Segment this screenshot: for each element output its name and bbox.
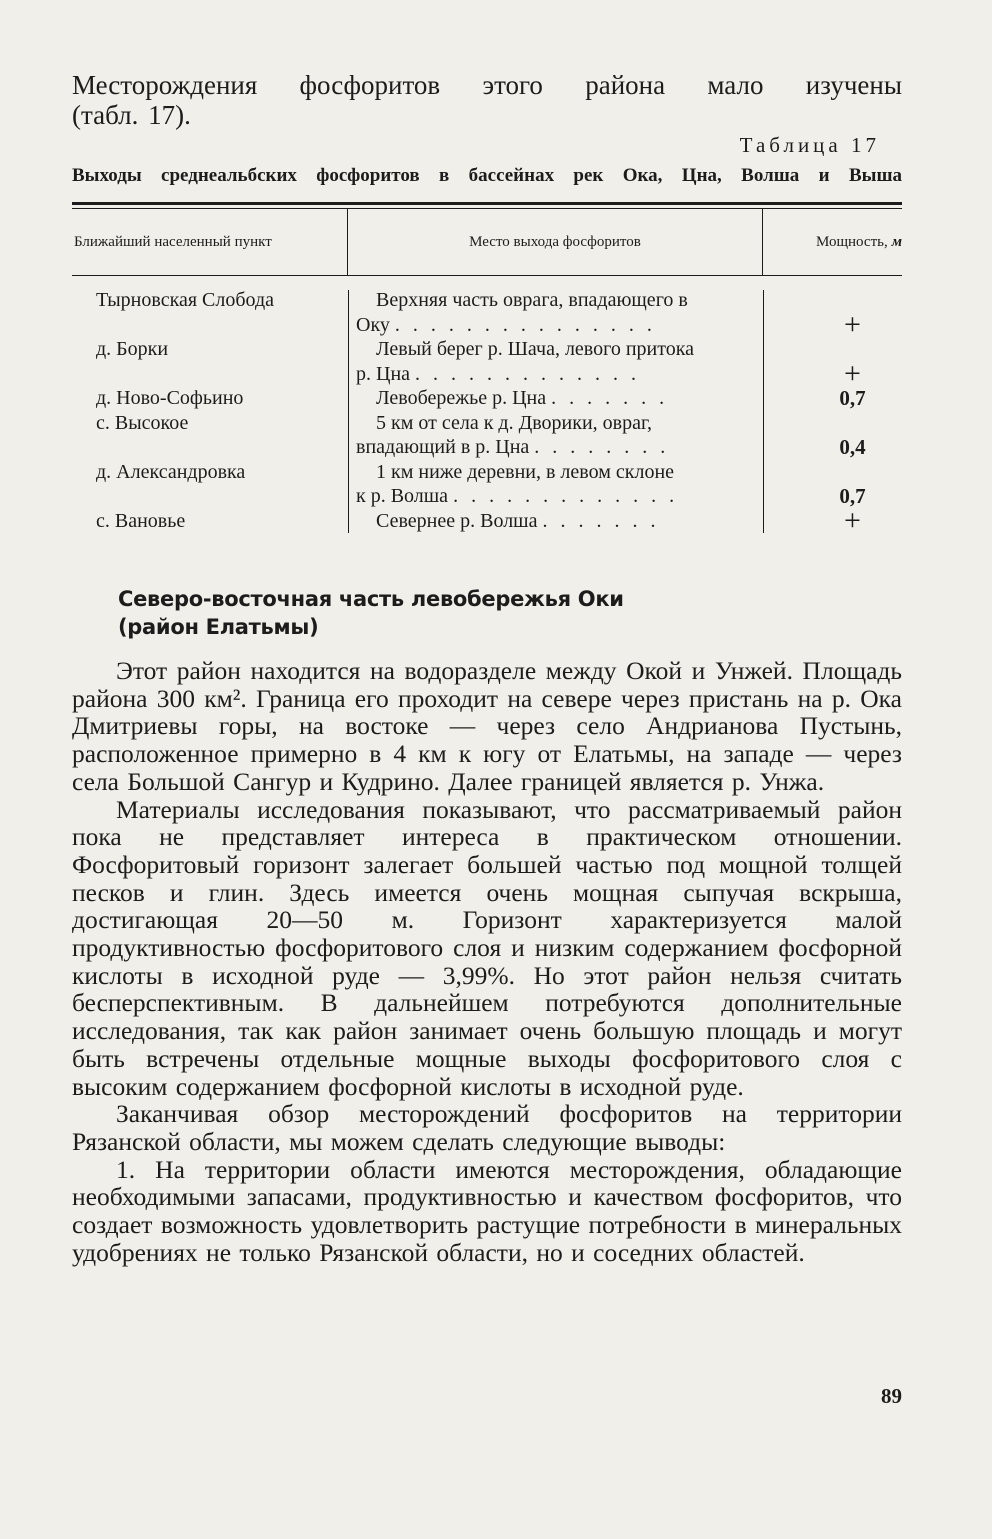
row-thickness: + (844, 307, 861, 341)
row-location-line: Верхняя часть оврага, впадающего в (376, 289, 688, 311)
row-location-line: Севернее р. Волша (376, 509, 538, 532)
header-thickness-unit: м (891, 233, 902, 250)
row-location-line: Оку (356, 313, 390, 336)
intro-line-2: (табл. 17). (72, 100, 191, 130)
paragraph: 1. На территории области имеются месторождения, обладающие необходимыми запасами, продуктивностью и качеством фосфоритов, что создает возможность удовлетворить растущие потребности в минеральных удобрениях не только Рязанской области, но и соседних областей. (72, 1154, 902, 1267)
table-body (72, 276, 902, 537)
table-header (72, 209, 902, 275)
table-number: Таблица 17 (739, 133, 880, 157)
header-location: Место выхода фосфоритов (348, 209, 763, 275)
leader-dots: . . . . . . . . (534, 436, 670, 458)
row-location-line: впадающий в р. Цна (356, 436, 530, 458)
paragraph: Заканчивая обзор месторождений фосфоритов на территории Рязанской области, мы можем сделать следующие выводы: (72, 1099, 902, 1156)
row-location (348, 509, 763, 534)
section-heading-line-1: Северо-восточная часть левобережья Оки (118, 587, 624, 611)
table-row (72, 288, 902, 341)
table-row (72, 337, 902, 390)
paragraph: Этот район находится на водоразделе между Окой и Унжей. Площадь района 300 км². Граница его проходит на севере через пристань на р. Ока Дмитриевы горы, на востоке — через село Андрианова Пустынь, расположенное примерно в 4 км к югу от Елатьмы, на западе — через села Большой Сангур и Кудрино. Далее границей является р. Унжа. (72, 656, 902, 796)
row-location (348, 386, 763, 411)
row-location (348, 411, 763, 460)
leader-dots: . . . . . . . . . . . . . (415, 362, 641, 385)
table-top-rule (72, 202, 902, 205)
row-thickness: + (844, 356, 861, 390)
table-row (72, 460, 902, 509)
intro-line-1: Месторождения фосфоритов этого района мало изучены (72, 70, 902, 100)
row-location-line: Левый берег р. Шача, левого притока (376, 338, 694, 360)
row-location-line: р. Цна (356, 362, 411, 385)
table-row (72, 411, 902, 460)
phosphorite-table (72, 202, 902, 537)
row-location-line: к р. Волша (356, 485, 449, 507)
row-location (348, 288, 763, 337)
row-location (348, 337, 763, 386)
leader-dots: . . . . . . . . . . . . . . . (394, 313, 656, 336)
page-number: 89 (881, 1384, 902, 1408)
header-thickness-label: Мощность, (816, 233, 888, 250)
row-location-line: 5 км от села к д. Дворики, овраг, (376, 411, 652, 434)
body-text (72, 657, 902, 1266)
table-row (72, 386, 902, 411)
row-place: Тырновская Слобода (96, 289, 275, 311)
leader-dots: . . . . . . . (551, 387, 669, 409)
header-place: Ближайший населенный пункт (72, 209, 348, 275)
row-place: д. Ново-Софьино (96, 387, 244, 409)
leader-dots: . . . . . . . (542, 509, 660, 532)
row-place: с. Вановье (96, 509, 186, 532)
row-place: д. Борки (96, 338, 169, 360)
table-row (72, 503, 902, 537)
row-thickness: 0,7 (839, 386, 866, 410)
page (72, 70, 902, 1266)
intro-paragraph (72, 70, 902, 130)
row-thickness: 0,4 (839, 435, 866, 459)
header-thickness (763, 209, 902, 275)
row-thickness: 0,7 (839, 484, 866, 508)
section-heading-line-2: (район Елатьмы) (118, 615, 319, 639)
row-place: с. Высокое (96, 411, 189, 434)
table-caption: Выходы среднеальбских фосфоритов в бассейнах рек Ока, Цна, Волша и Выша (72, 165, 902, 186)
row-place: д. Александровка (96, 460, 246, 483)
row-thickness: + (844, 503, 861, 537)
leader-dots: . . . . . . . . . . . . . (453, 485, 679, 507)
row-location-line: Левобережье р. Цна (376, 387, 547, 409)
paragraph: Материалы исследования показывают, что рассматриваемый район пока не представляет интереса в практическом отношении. Фосфоритовый горизонт залегает большей частью под мощной толщей песков и глин. Здесь имеется очень мощная сыпучая вскрыша, достигающая 20—50 м. Горизонт характеризуется малой продуктивностью фосфоритового слоя и низким содержанием фосфорной кислоты в исходной руде — 3,99%. Но этот район нельзя считать бесперспективным. В дальнейшем потребуются дополнительные исследования, так как район занимает очень большую площадь и могут быть встречены отдельные мощные выходы фосфоритового слоя с высоким содержанием фосфорной кислоты в исходной руде. (72, 794, 902, 1101)
section-heading (118, 585, 902, 641)
row-location-line: 1 км ниже деревни, в левом склоне (376, 460, 675, 483)
row-location (348, 460, 763, 509)
